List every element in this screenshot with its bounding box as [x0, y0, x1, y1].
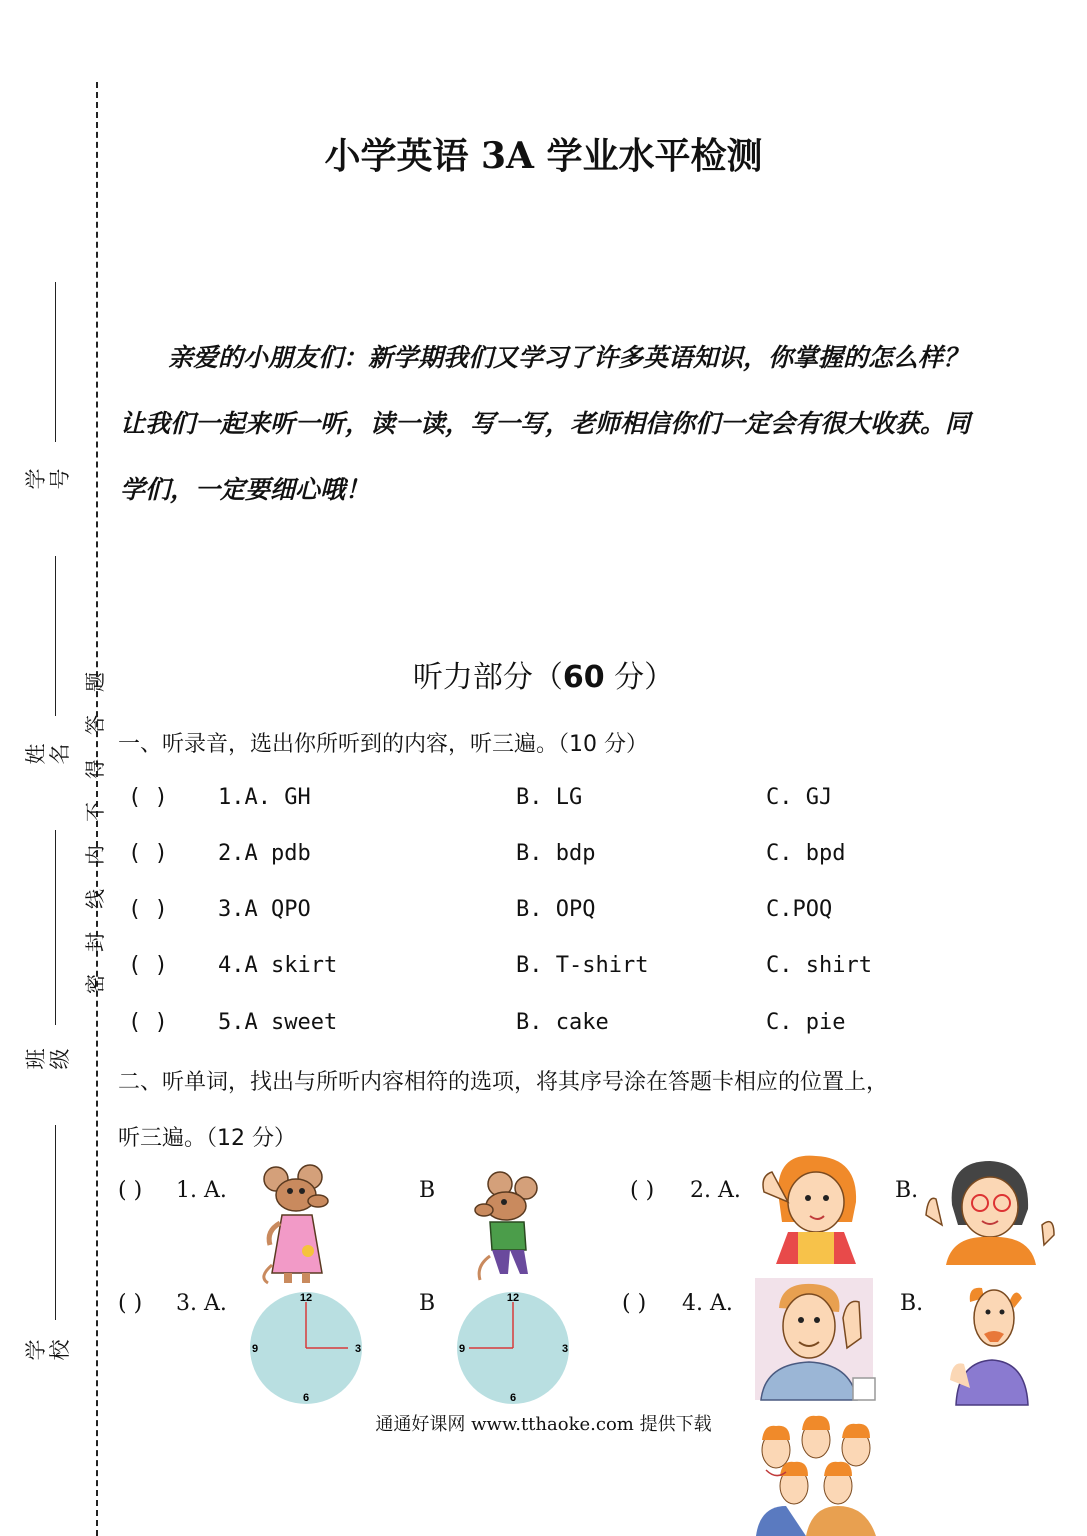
page-title: 小学英语 3A 学业水平检测	[324, 135, 763, 177]
student-id-label: 学号	[24, 468, 72, 490]
student-id-line	[55, 282, 56, 442]
answer-blank[interactable]: ( )	[128, 841, 168, 866]
school-label: 学校	[24, 1339, 72, 1361]
name-label: 姓名	[24, 743, 72, 765]
option-b-label: B.	[895, 1178, 919, 1203]
clock-number-9: 9	[458, 1343, 466, 1355]
mouse-girl-image	[258, 1165, 338, 1285]
clock-number-9: 9	[251, 1343, 259, 1355]
q2-item-label: 4. A.	[682, 1291, 733, 1316]
answer-blank[interactable]: ( )	[118, 1291, 143, 1316]
section-score: 60	[562, 660, 605, 695]
clock-number-3: 3	[354, 1343, 362, 1355]
q1-item	[128, 953, 1028, 993]
q1-item	[128, 841, 1028, 881]
q1-item	[128, 1010, 1028, 1050]
mouse-boy-image	[470, 1170, 550, 1285]
answer-blank[interactable]: ( )	[622, 1291, 647, 1316]
answer-blank[interactable]: ( )	[118, 1178, 143, 1203]
option-b: B. LG	[516, 785, 583, 810]
clock-number-6: 6	[509, 1392, 517, 1404]
school-line	[55, 1125, 56, 1320]
answer-blank[interactable]: ( )	[128, 953, 168, 978]
clock-number-6: 6	[302, 1392, 310, 1404]
seal-char: 答	[83, 715, 107, 735]
answer-blank[interactable]: ( )	[630, 1178, 655, 1203]
seal-char: 得	[83, 759, 107, 779]
option-c: C. GJ	[766, 785, 833, 810]
option-b-label: B.	[900, 1291, 924, 1316]
q1-heading: 一、听录音，选出你所听到的内容，听三遍。（10 分）	[118, 732, 648, 757]
seal-char: 线	[83, 889, 107, 909]
clock-number-3: 3	[561, 1343, 569, 1355]
man-waving-image	[755, 1278, 880, 1403]
clock-number-12: 12	[299, 1292, 313, 1304]
answer-blank[interactable]: ( )	[128, 1010, 168, 1035]
option-c: C.POQ	[766, 897, 833, 922]
option-a: 4.A skirt	[218, 953, 338, 978]
girl-image	[758, 1152, 870, 1264]
q2-item-label: 3. A.	[176, 1291, 227, 1316]
option-b: B. T-shirt	[516, 953, 649, 978]
q2-heading-line2: 听三遍。（12 分）	[118, 1126, 296, 1151]
option-c: C. shirt	[766, 953, 872, 978]
q2-item-label: 2. A.	[690, 1178, 741, 1203]
q2-item-label: 1. A.	[176, 1178, 227, 1203]
seal-char: 不	[83, 802, 107, 822]
clock-three-oclock	[248, 1288, 368, 1408]
option-b-label: B	[419, 1178, 436, 1203]
intro-paragraph: 亲爱的小朋友们：新学期我们又学习了许多英语知识，你掌握的怎么样？让我们一起来听一听，读一读，写一写，老师相信你们一定会有很大收获。同学们，一定要细心哦！	[120, 343, 971, 504]
section-title-prefix: 听力部分（	[412, 660, 563, 695]
option-a: 3.A QPO	[218, 897, 311, 922]
option-a: 2.A pdb	[218, 841, 311, 866]
option-c: C. bpd	[766, 841, 846, 866]
class-label: 班级	[24, 1048, 72, 1070]
option-b: B. OPQ	[516, 897, 596, 922]
woman-image	[922, 1155, 1057, 1265]
q2-heading-line1: 二、听单词，找出与所听内容相符的选项，将其序号涂在答题卡相应的位置上，	[118, 1070, 889, 1095]
option-c: C. pie	[766, 1010, 846, 1035]
seal-char: 题	[83, 672, 107, 692]
clock-nine-oclock	[455, 1288, 575, 1408]
section-title-suffix: 分）	[604, 660, 675, 695]
answer-blank[interactable]: ( )	[128, 785, 168, 810]
q1-item	[128, 897, 1028, 937]
footer-credit: 通通好课网 www.tthaoke.com 提供下载	[375, 1414, 712, 1435]
option-a: 1.A. GH	[218, 785, 311, 810]
option-b: B. bdp	[516, 841, 596, 866]
answer-blank[interactable]: ( )	[128, 897, 168, 922]
seal-char: 密	[83, 974, 107, 994]
option-b-label: B	[419, 1291, 436, 1316]
option-b: B. cake	[516, 1010, 609, 1035]
seal-char: 封	[83, 932, 107, 952]
clock-number-12: 12	[506, 1292, 520, 1304]
q1-item	[128, 785, 1028, 825]
section-title	[0, 652, 1087, 696]
class-line	[55, 830, 56, 1025]
seal-char: 内	[83, 845, 107, 865]
option-a: 5.A sweet	[218, 1010, 338, 1035]
old-man-image	[948, 1280, 1033, 1405]
